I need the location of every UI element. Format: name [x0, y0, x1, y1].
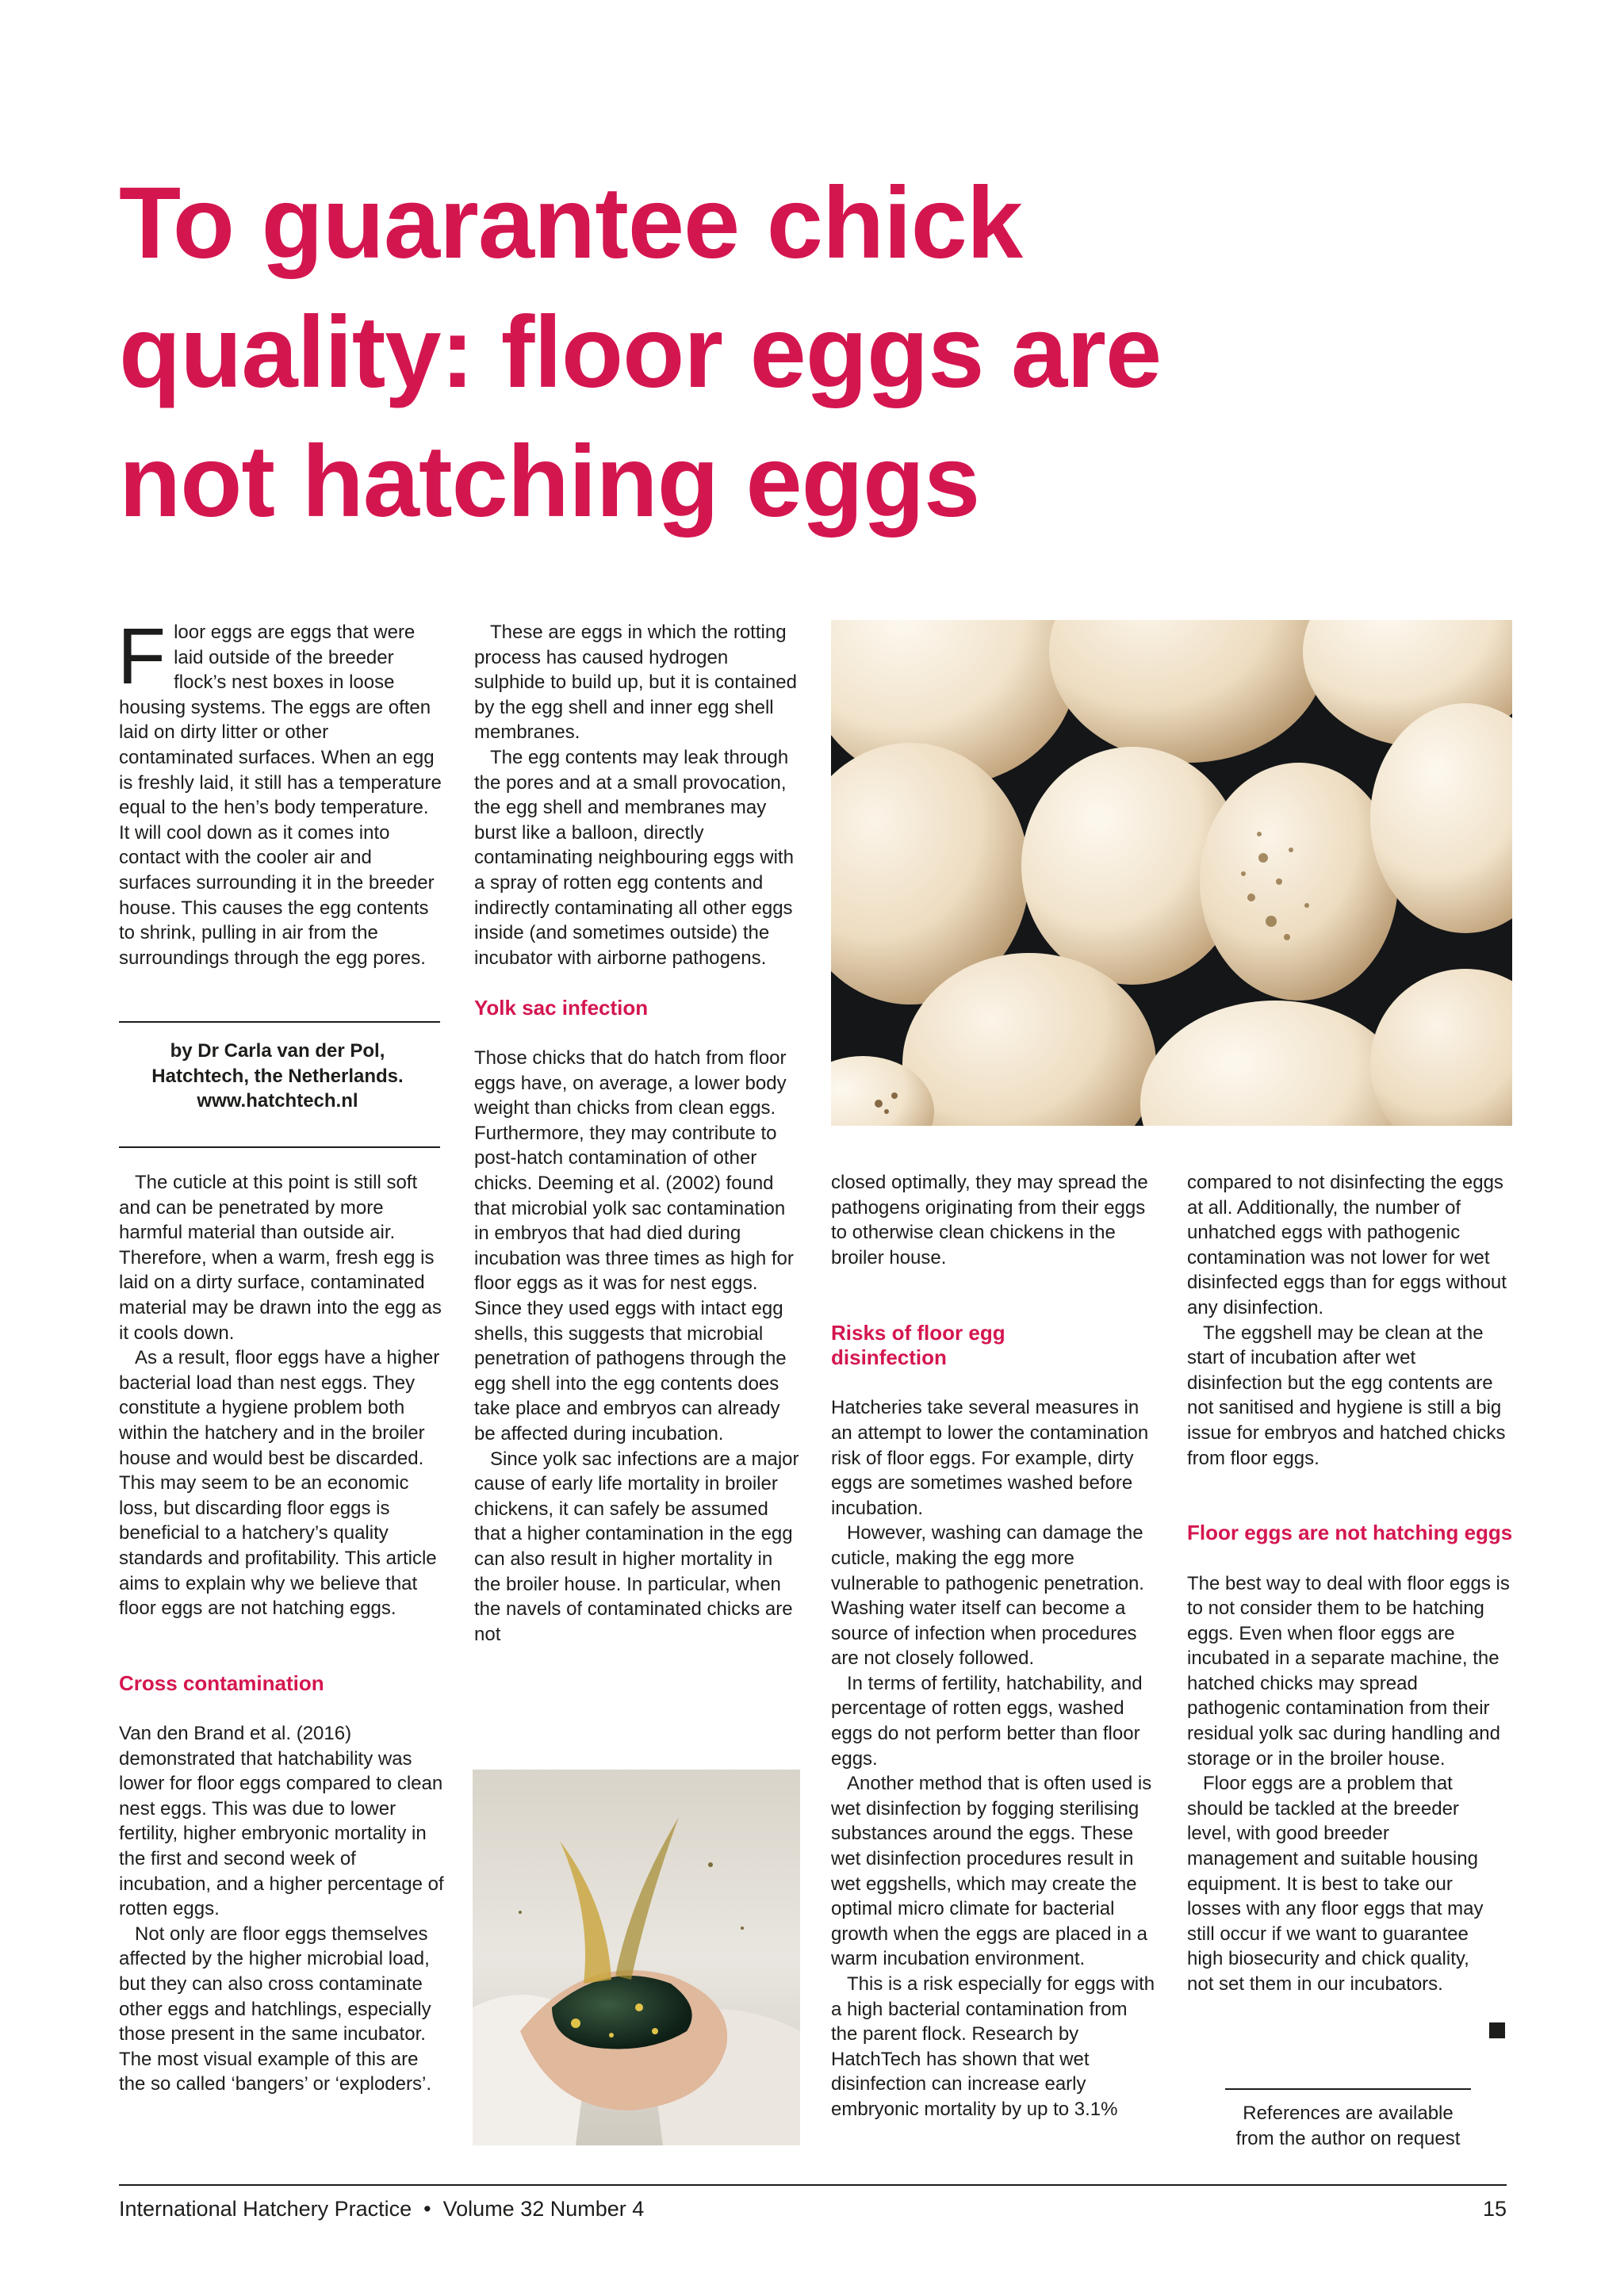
column-1-body: [119, 1170, 444, 2097]
article-title: [119, 159, 1467, 546]
col3-paragraph: This is a risk especially for eggs with a high bacterial contamination from the parent flock. Research by HatchTech has shown that wet disinfection can increase early embryonic mortality by up to 3.1%: [831, 1973, 1155, 2120]
col2-paragraph: These are eggs in which the rotting process has caused hydrogen sulphide to build up, but it is contained by the egg shell and inner egg shell membranes.: [474, 622, 797, 744]
byline-link[interactable]: www.hatchtech.nl: [197, 1090, 358, 1112]
page-number: 15: [1482, 2197, 1507, 2221]
end-of-article-mark: [1489, 2022, 1505, 2038]
col1-paragraph: The cuticle at this point is still soft and can be penetrated by more harmful material than outside air. Therefore, when a warm, fresh egg is laid on a dirty surface, contaminated material may be drawn into the egg as it cools down.: [119, 1172, 442, 1344]
heading-cross-contamination: Cross contamination: [119, 1670, 324, 1695]
col4-paragraph: compared to not disinfecting the eggs at all. Additionally, the number of unhatched eggs with pathogenic contamination was not lower for wet disinfected eggs than for eggs without any disinfection.: [1187, 1172, 1507, 1318]
intro-paragraph: Floor eggs are eggs that were laid outside of the breeder flock’s nest boxes in loose housing systems. The eggs are often laid on dirty litter or other contaminated surfaces. When an egg is freshly laid, it still has a temperature equal to the hen’s body temperature. It will cool down as it comes into contact with the cooler air and surfaces surrounding it in the breeder house. This causes the egg contents to shrink, pulling in air from the surroundings through the egg pores.: [117, 612, 442, 969]
references-line-2: from the author on request: [1235, 2127, 1461, 2149]
byline-rule-bottom: [119, 1146, 440, 1148]
heading-risks-of-floor-egg-disinfection: Risks of floor egg disinfection: [831, 1320, 1005, 1370]
heading-floor-eggs-not-hatching: Floor eggs are not hatching eggs: [1187, 1521, 1513, 1545]
exploded-egg-photo: [473, 1770, 800, 2145]
col3-paragraph: closed optimally, they may spread the pathogens originating from their eggs to otherwise clean chickens in the broiler house.: [831, 1172, 1148, 1269]
heading-yolk-sac-infection: Yolk sac infection: [474, 995, 649, 1020]
references-rule: [1225, 2088, 1471, 2090]
column-4: [1187, 1170, 1514, 1997]
title-line-3: not hatching eggs: [119, 425, 980, 538]
footer-rule: [119, 2184, 1507, 2186]
col1-paragraph: Not only are floor eggs themselves affected by the higher microbial load, but they can also cross contaminate other eggs and hatchlings, especially those present in the same incubator. The most visual example of this are the so called ‘bangers’ or ‘exploders’.: [119, 1923, 431, 2095]
drop-cap: F: [117, 612, 167, 701]
col4-paragraph: The best way to deal with floor eggs is to not consider them to be hatching eggs. Even when floor eggs are incubated in a separate machine, the hatched chicks may spread pathogenic contamination from their residual yolk sac during handling and storage or in the broiler house.: [1187, 1572, 1510, 1770]
column-1-intro: [117, 612, 444, 970]
title-line-1: To guarantee chick: [119, 166, 1023, 280]
references-note: [1221, 2101, 1475, 2151]
byline-rule-top: [119, 1021, 440, 1023]
col3-paragraph: However, washing can damage the cuticle, making the egg more vulnerable to pathogenic penetration. Washing water itself can become a source of infection when procedures are not closely followed.: [831, 1522, 1144, 1670]
col3-paragraph: Hatcheries take several measures in an attempt to lower the contamination risk of floor eggs. For example, dirty eggs are sometimes washed before incubation.: [831, 1397, 1149, 1519]
col4-paragraph: The eggshell may be clean at the start of incubation after wet disinfection but the egg contents are not sanitised and hygiene is still a big issue for embryos and hatched chicks from floor eggs.: [1187, 1322, 1506, 1469]
col2-paragraph: Since yolk sac infections are a major cause of early life mortality in broiler chickens, it can safely be assumed that a higher contamination in the egg can also result in higher mortality in the broiler house. In particular, when the navels of contaminated chicks are not: [474, 1448, 799, 1645]
col1-paragraph: As a result, floor eggs have a higher bacterial load than nest eggs. They constitute a hygiene problem both within the hatchery and in the broiler house and would best be discarded. This may seem to be an economic loss, but discarding floor eggs is beneficial to a hatchery’s quality standards and profitability. This article aims to explain why we believe that floor eggs are not hatching eggs.: [119, 1347, 440, 1620]
col2-paragraph: Those chicks that do hatch from floor eggs have, on average, a lower body weight than chicks from clean eggs. Furthermore, they may contribute to post-hatch contamination of other chicks. Deeming et al. (2002) found that microbial yolk sac contamination in embryos that had died during incubation was three times as high for floor eggs as it was for nest eggs. Since they used eggs with intact egg shells, this suggests that microbial penetration of pathogens through the egg shell into the egg contents does take place and embryos can already be affected during incubation.: [474, 1047, 794, 1445]
exploded-egg-illustration: [473, 1770, 800, 2145]
col3-paragraph: In terms of fertility, hatchability, and percentage of rotten eggs, washed eggs do not perform better than floor eggs.: [831, 1672, 1143, 1770]
col2-paragraph: The egg contents may leak through the pores and at a small provocation, the egg shell and membranes may burst like a balloon, directly contaminating neighbouring eggs with a spray of rotten egg contents and indirectly contaminating all other eggs inside (and sometimes outside) the incubator with airborne pathogens.: [474, 746, 794, 969]
byline: [119, 1039, 436, 1114]
byline-company: Hatchtech, the Netherlands.: [151, 1065, 404, 1087]
page-footer: [119, 2195, 1507, 2222]
col1-paragraph: Van den Brand et al. (2016) demonstrated that hatchability was lower for floor eggs compared to clean nest eggs. This was due to lower fertility, higher embryonic mortality in the first and second week of incubation, and a higher percentage of rotten eggs.: [119, 1723, 444, 1920]
column-3: [831, 1170, 1158, 2122]
title-line-2: quality: floor eggs are: [119, 296, 1162, 409]
col3-paragraph: Another method that is often used is wet disinfection by fogging sterilising substances around the eggs. These wet disinfection procedures result in wet eggshells, which may create the optimal micro climate for bacterial growth when the eggs are placed in a warm incubation environment.: [831, 1773, 1152, 1970]
floor-eggs-photo: [831, 620, 1512, 1126]
byline-author: by Dr Carla van der Pol,: [170, 1040, 385, 1062]
publication-info: International Hatchery Practice • Volume 32 Number 4: [119, 2197, 645, 2221]
references-line-1: References are available: [1243, 2103, 1454, 2124]
eggs-in-tray-illustration: [831, 620, 1512, 1126]
column-2: [474, 620, 801, 1647]
col4-paragraph: Floor eggs are a problem that should be tackled at the breeder level, with good breeder management and suitable housing equipment. It is best to take our losses with any floor eggs that may still occur if we want to guarantee high biosecurity and chick quality, not set them in our incubators.: [1187, 1773, 1484, 1995]
